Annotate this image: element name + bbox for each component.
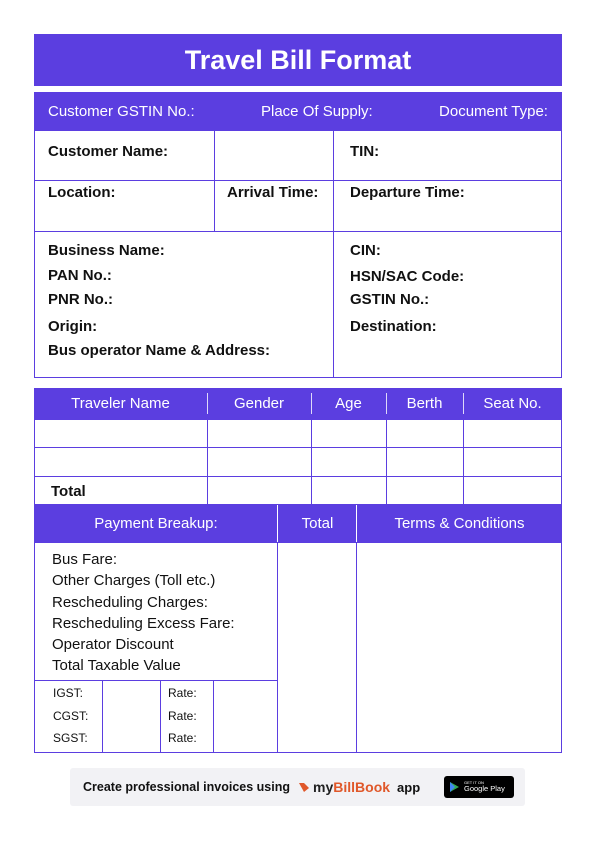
divider: [356, 505, 357, 542]
departure-time-label: Departure Time:: [350, 184, 465, 201]
gstin-label: Customer GSTIN No.:: [48, 102, 195, 120]
bus-operator-label: Bus operator Name & Address:: [48, 342, 270, 359]
document-type-label: Document Type:: [439, 102, 548, 120]
divider: [34, 447, 562, 448]
rate-label: Rate:: [168, 731, 197, 745]
divider: [34, 231, 562, 232]
sgst-label: SGST:: [53, 731, 88, 745]
divider: [213, 680, 214, 753]
pnr-label: PNR No.:: [48, 291, 113, 308]
divider: [214, 130, 215, 231]
cin-label: CIN:: [350, 242, 381, 259]
igst-label: IGST:: [53, 686, 84, 700]
rate-label: Rate:: [168, 686, 197, 700]
location-label: Location:: [48, 184, 116, 201]
hsn-sac-label: HSN/SAC Code:: [350, 268, 465, 285]
app-word: app: [397, 779, 421, 795]
google-play-badge[interactable]: [444, 776, 514, 798]
tin-label: TIN:: [350, 143, 380, 160]
business-name-label: Business Name:: [48, 242, 165, 259]
column-header: Gender: [233, 395, 285, 412]
divider: [463, 419, 464, 505]
pan-label: PAN No.:: [48, 267, 112, 284]
divider: [34, 476, 562, 477]
place-of-supply-label: Place Of Supply:: [261, 102, 373, 120]
divider: [34, 680, 277, 681]
rescheduling-charges-label: Rescheduling Charges:: [52, 594, 208, 611]
column-header: Age: [335, 395, 362, 412]
promo-banner[interactable]: [70, 768, 525, 806]
terms-header: Terms & Conditions: [394, 515, 525, 532]
rate-label: Rate:: [168, 709, 197, 723]
origin-label: Origin:: [48, 318, 98, 335]
column-header: Seat No.: [483, 395, 542, 412]
promo-text: Create professional invoices using: [83, 780, 291, 794]
column-header: Berth: [406, 395, 443, 412]
gstin-no-label: GSTIN No.:: [350, 291, 430, 308]
divider: [34, 180, 562, 181]
total-taxable-label: Total Taxable Value: [52, 657, 181, 674]
divider: [311, 419, 312, 505]
traveler-table-header: [34, 388, 562, 419]
customer-name-label: Customer Name:: [48, 143, 169, 160]
operator-discount-label: Operator Discount: [52, 636, 174, 653]
divider: [102, 680, 103, 753]
brand-icon: [298, 781, 310, 793]
brand-prefix: my: [313, 779, 334, 795]
badge-big-text: Google Play: [464, 784, 505, 794]
rescheduling-excess-label: Rescheduling Excess Fare:: [52, 615, 235, 632]
divider: [333, 130, 334, 378]
column-header: Traveler Name: [71, 395, 170, 412]
cgst-label: CGST:: [53, 709, 89, 723]
divider: [356, 542, 357, 753]
divider: [277, 542, 278, 753]
traveler-table-body: [34, 419, 562, 505]
traveler-total-label: Total: [51, 483, 86, 500]
brand-name: BillBook: [333, 779, 391, 795]
bus-fare-label: Bus Fare:: [52, 551, 118, 568]
brand-logo: [298, 779, 390, 795]
badge-small-text: GET IT ON: [464, 780, 484, 786]
payment-breakup-header: Payment Breakup:: [94, 515, 218, 532]
page-title: Travel Bill Format: [34, 34, 562, 86]
divider: [207, 419, 208, 505]
arrival-time-label: Arrival Time:: [227, 184, 319, 201]
payment-total-header: Total: [301, 515, 334, 532]
destination-label: Destination:: [350, 318, 437, 335]
header-bar: [34, 92, 562, 130]
other-charges-label: Other Charges (Toll etc.): [52, 572, 216, 589]
play-icon: [450, 782, 459, 792]
divider: [277, 505, 278, 542]
divider: [160, 680, 161, 753]
divider: [386, 419, 387, 505]
